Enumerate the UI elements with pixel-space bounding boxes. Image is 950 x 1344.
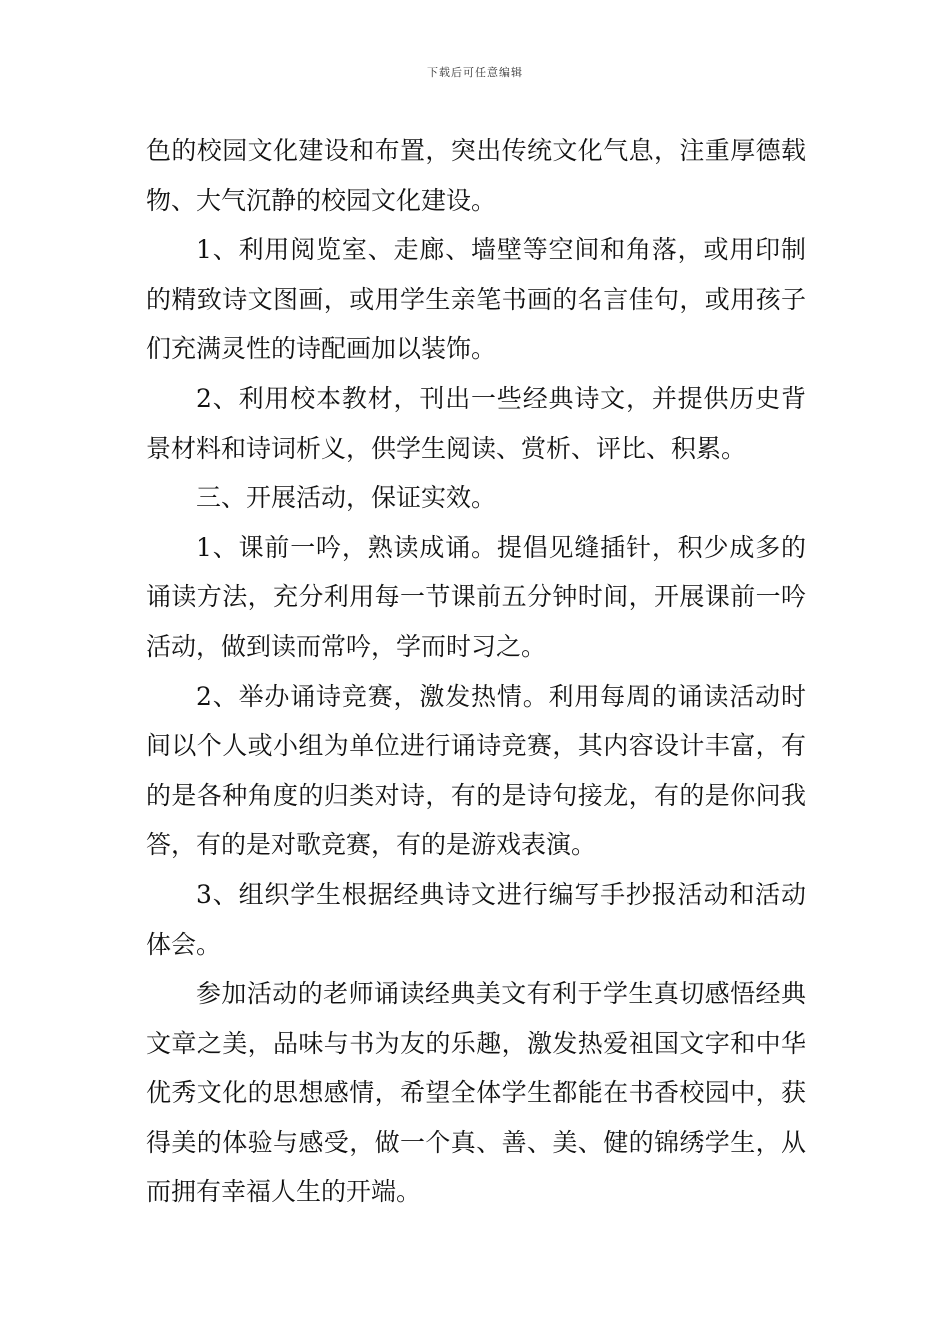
page-header: 下载后可任意编辑 [427,66,523,79]
paragraph-continuation: 色的校园文化建设和布置，突出传统文化气息，注重厚德载物、大气沉静的校园文化建设。 [146,136,806,215]
paragraph-item-1-reading-room: 1、利用阅览室、走廊、墙壁等空间和角落，或用印制的精致诗文图画，或用学生亲笔书画的名言佳句，或用孩子们充满灵性的诗配画加以装饰。 [146,235,806,364]
document-body [146,126,806,1217]
paragraph-activity-3: 3、组织学生根据经典诗文进行编写手抄报活动和活动体会。 [146,879,806,959]
paragraph-item-2-textbook: 2、利用校本教材，刊出一些经典诗文，并提供历史背景材料和诗词析义，供学生阅读、赏析、评比、积累。 [146,383,806,463]
paragraph-activity-2: 2、举办诵诗竞赛，激发热情。利用每周的诵读活动时间以个人或小组为单位进行诵诗竞赛，其内容设计丰富，有的是各种角度的归类对诗，有的是诗句接龙，有的是你问我答，有的是对歌竞赛，有的是游戏表演。 [146,681,806,860]
paragraph-activity-1: 1、课前一吟，熟读成诵。提倡见缝插针，积少成多的诵读方法，充分利用每一节课前五分钟时间，开展课前一吟活动，做到读而常吟，学而时习之。 [146,532,806,661]
paragraph-conclusion: 参加活动的老师诵读经典美文有利于学生真切感悟经典文章之美，品味与书为友的乐趣，激发热爱祖国文字和中华优秀文化的思想感情，希望全体学生都能在书香校园中，获得美的体验与感受，做一个真、善、美、健的锦绣学生，从而拥有幸福人生的开端。 [146,979,806,1207]
section-heading-activities: 三、开展活动，保证实效。 [196,483,497,513]
